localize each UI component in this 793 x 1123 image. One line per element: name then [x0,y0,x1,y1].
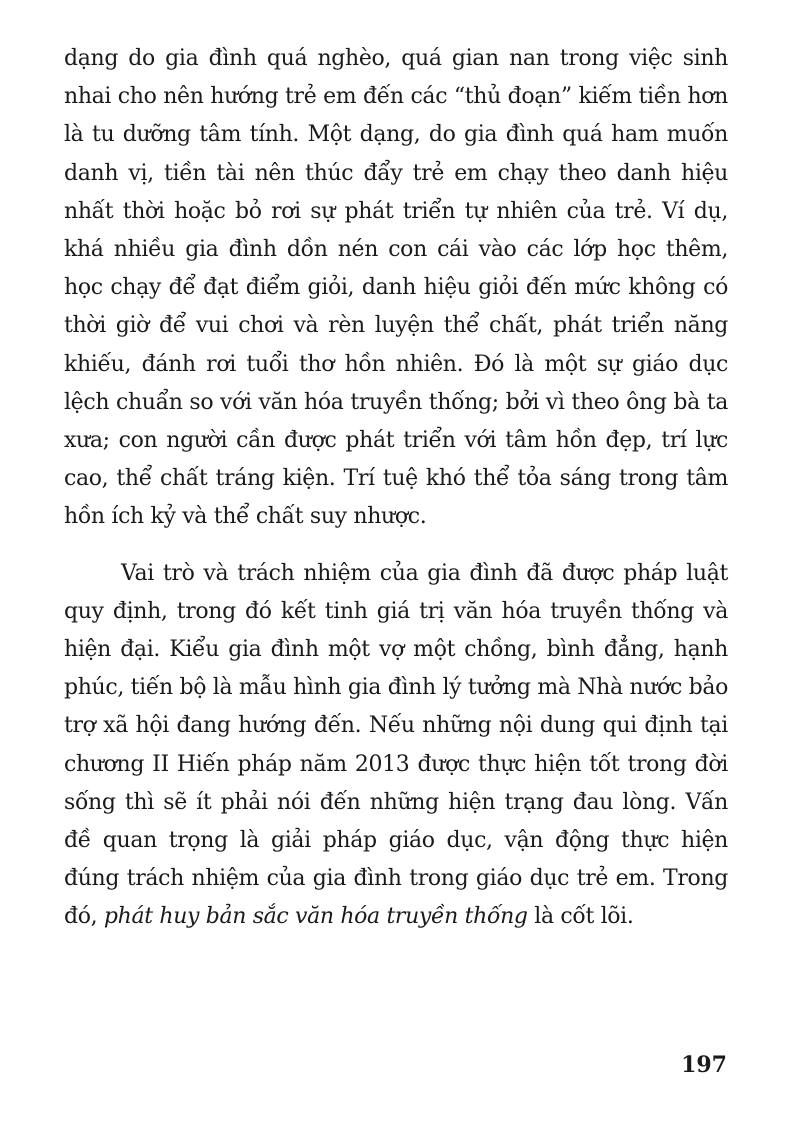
paragraph-2-text-before: Vai trò và trách nhiệm của gia đình đã được pháp luật quy định, trong đó kết tinh giá trị văn hóa truyền thống và hiện đại. Kiểu gia đình một vợ một chồng, bình đẳng, hạnh phúc, tiến bộ là mẫu hình gia đình lý tưởng mà Nhà nước bảo trợ xã hội đang hướng đến. Nếu những nội dung qui định tại chương II Hiến pháp năm 2013 được thực hiện tốt trong đời sống thì sẽ ít phải nói đến những hiện trạng đau lòng. Vấn đề quan trọng là giải pháp giáo dục, vận động thực hiện đúng trách nhiệm của gia đình trong giáo dục trẻ em. Trong đó, [64,560,728,930]
paragraph-1: dạng do gia đình quá nghèo, quá gian nan trong việc sinh nhai cho nên hướng trẻ em đến các “thủ đoạn” kiếm tiền hơn là tu dưỡng tâm tính. Một dạng, do gia đình quá ham muốn danh vị, tiền tài nên thúc đẩy trẻ em chạy theo danh hiệu nhất thời hoặc bỏ rơi sự phát triển tự nhiên của trẻ. Ví dụ, khá nhiều gia đình dồn nén con cái vào các lớp học thêm, học chạy để đạt điểm giỏi, danh hiệu giỏi đến mức không có thời giờ để vui chơi và rèn luyện thể chất, phát triển năng khiếu, đánh rơi tuổi thơ hồn nhiên. Đó là một sự giáo dục lệch chuẩn so với văn hóa truyền thống; bởi vì theo ông bà ta xưa; con người cần được phát triển với tâm hồn đẹp, trí lực cao, thể chất tráng kiện. Trí tuệ khó thể tỏa sáng trong tâm hồn ích kỷ và thể chất suy nhược. [64,46,728,530]
page-number: 197 [681,1052,727,1078]
paragraph-2-text-after: là cốt lõi. [527,904,634,930]
paragraph-2-emphasis: phát huy bản sắc văn hóa truyền thống [103,904,528,930]
paragraph-2 [64,555,728,937]
document-page [64,40,728,937]
